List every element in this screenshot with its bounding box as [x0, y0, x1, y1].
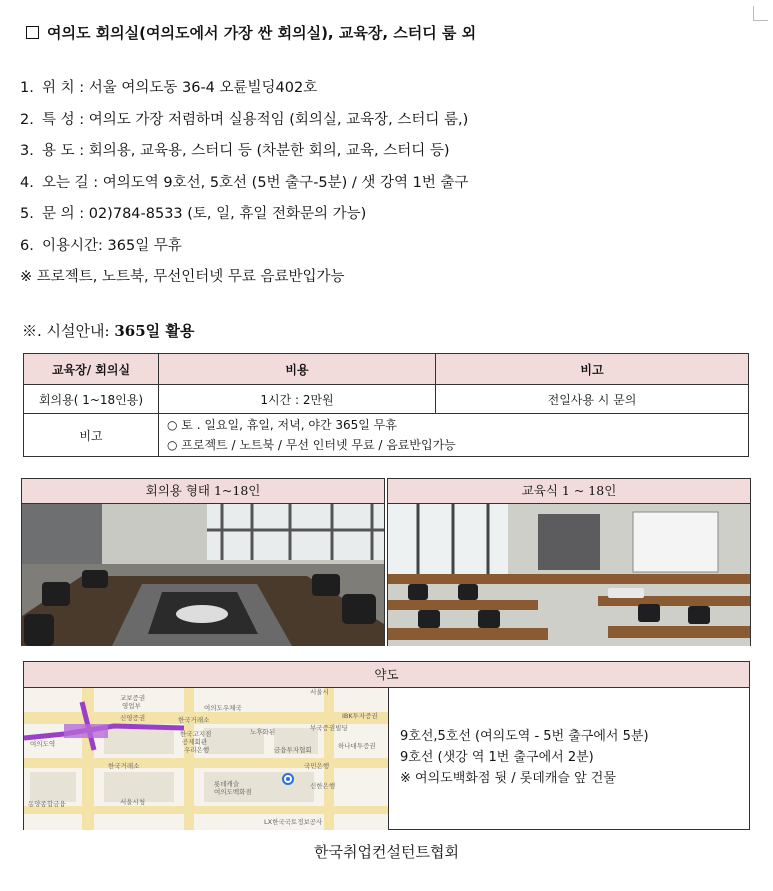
info-value: 02)784-8533 (토, 일, 휴일 전화문의 가능)	[88, 206, 367, 222]
directions-text	[400, 726, 649, 789]
map-label: 여의도역	[30, 740, 56, 748]
map-label: 한국고지점	[180, 730, 212, 738]
map-section	[23, 661, 750, 830]
facility-bold: 365일 활용	[114, 322, 195, 340]
info-list	[20, 76, 469, 297]
info-label: 이용시간:	[42, 237, 103, 254]
info-value: 여의도역 9호선, 5호선 (5번 출구-5분) / 샛 강역 1번 출구	[102, 174, 469, 191]
map-label: 여의도우체국	[204, 704, 242, 712]
map-label: 서울시청	[120, 798, 146, 806]
info-item-hours	[20, 234, 469, 266]
table-cell: 전일사용 시 문의	[436, 385, 749, 414]
info-value: 회의용, 교육용, 스터디 등 (차분한 회의, 교육, 스터디 등)	[88, 143, 450, 159]
title-text: 여의도 회의실(여의도에서 가장 싼 회의실), 교육장, 스터디 룸 외	[47, 24, 477, 42]
photo-caption: 회의용 형태 1~18인	[22, 479, 384, 504]
note-line: ○ 토 . 일요일, 휴일, 저녁, 야간 365일 무휴	[167, 418, 397, 432]
photo-meeting-room	[21, 478, 385, 646]
info-item-usage	[20, 139, 469, 171]
table-header-cell: 비용	[159, 354, 436, 385]
page-corner-mark	[753, 6, 768, 21]
map-label: 한국거래소	[108, 762, 140, 770]
map-caption: 약도	[24, 662, 749, 688]
facility-prefix: ※. 시설안내:	[22, 322, 115, 340]
info-item-directions	[20, 171, 469, 203]
map-label: 국민은행	[304, 762, 330, 770]
map-label: 신영증권	[120, 714, 146, 722]
photo-classroom	[387, 478, 751, 646]
meeting-room-photo	[22, 504, 384, 646]
info-value: 서울 여의도동 36-4 오륜빌딩402호	[88, 80, 318, 96]
info-num: 2.	[20, 111, 34, 128]
map-label: LX한국국토정보공사	[264, 818, 323, 826]
info-num: 1.	[20, 80, 34, 96]
map-label: 하나대투증권	[338, 742, 376, 750]
map-label: 금융투자협회	[274, 746, 312, 754]
info-label: 문 의 :	[42, 206, 85, 222]
map-label: 신한은행	[310, 782, 336, 790]
map-label: 공제회관	[182, 738, 208, 746]
direction-line: 9호선,5호선 (여의도역 - 5번 출구에서 5분)	[400, 729, 649, 744]
table-header-row	[24, 354, 749, 385]
info-item-location	[20, 76, 469, 108]
map-label: 서울시	[310, 688, 329, 696]
facility-heading	[22, 320, 194, 341]
table-header-cell: 비고	[436, 354, 749, 385]
info-label: 용 도 :	[42, 143, 85, 159]
info-value: 365일 무휴	[107, 237, 182, 254]
table-cell: 1시간 : 2만원	[159, 385, 436, 414]
location-map	[24, 688, 389, 830]
footer-org: 한국취업컨설턴트협회	[314, 843, 459, 861]
map-label: 동양종합금융	[28, 800, 66, 808]
photo-section	[21, 478, 751, 646]
map-label: 한국거래소	[178, 716, 210, 724]
classroom-photo	[388, 504, 750, 646]
info-num: 5.	[20, 206, 34, 222]
map-graphic	[24, 688, 388, 830]
map-label: 노후화된	[250, 728, 276, 736]
map-label: 영업부	[122, 702, 141, 710]
map-label: 부국증권빌딩	[310, 724, 348, 732]
direction-line: 9호선 (샛강 역 1번 출구에서 2분)	[400, 750, 594, 765]
info-num: 3.	[20, 143, 34, 159]
map-label: 우리은행	[184, 746, 210, 754]
map-label: 여의도백화점	[214, 788, 252, 796]
price-table	[23, 353, 749, 457]
info-num: 4.	[20, 174, 34, 191]
table-cell: 비고	[24, 414, 159, 457]
checkbox-icon	[26, 26, 39, 39]
info-label: 특 성 :	[42, 111, 85, 128]
map-label: 롯데캐슬	[214, 780, 240, 788]
table-notes-row	[24, 414, 749, 457]
info-label: 위 치 :	[42, 80, 85, 96]
info-value: 여의도 가장 저렴하며 실용적임 (회의실, 교육장, 스터디 룸,)	[88, 111, 469, 128]
map-label: IBK투자증권	[342, 712, 378, 720]
info-label: 오는 길 :	[42, 174, 99, 191]
table-cell: 회의용( 1~18인용)	[24, 385, 159, 414]
info-note: ※ 프로젝트, 노트북, 무선인터넷 무료 음료반입가능	[20, 269, 345, 285]
info-num: 6.	[20, 237, 34, 254]
map-label: 교보증권	[120, 694, 146, 702]
table-row	[24, 385, 749, 414]
table-header-cell: 교육장/ 회의실	[24, 354, 159, 385]
photo-caption: 교육식 1 ~ 18인	[388, 479, 750, 504]
note-line: ○ 프로젝트 / 노트북 / 무선 인터넷 무료 / 음료반입가능	[167, 438, 456, 452]
info-item-feature	[20, 108, 469, 140]
info-item-contact	[20, 202, 469, 234]
table-notes-cell	[159, 414, 749, 457]
page-title	[26, 22, 476, 43]
direction-line: ※ 여의도백화점 뒷 / 롯데캐슬 앞 건물	[400, 771, 616, 786]
